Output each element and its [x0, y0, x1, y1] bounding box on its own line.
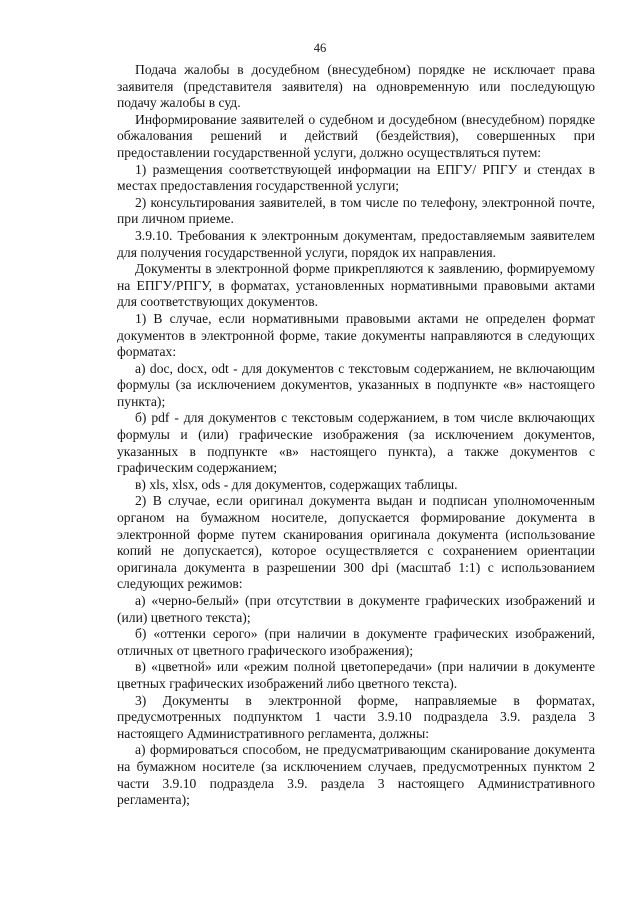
page-number: 46 — [313, 41, 327, 55]
paragraph-section-3-9-10: 3.9.10. Требования к электронным документам, предоставляемым заявителем для получения государственной услуги, порядок их направления. — [117, 227, 595, 260]
document-body — [117, 62, 595, 809]
paragraph-mode-color: в) «цветной» или «режим полной цветопередачи» (при наличии в документе цветных графических изображений либо цветного текста). — [117, 659, 595, 691]
paragraph-mode-grayscale: б) «оттенки серого» (при наличии в документе графических изображений, отличных от цветного графического изображения); — [117, 626, 595, 658]
paragraph-subpoint-b-pdf: б) pdf - для документов с текстовым содержанием, в том числе включающих формулы и (или) графические изображения (за исключением документов, указанных в подпункте «в» настоящего пункта), а также документов с графическим содержанием; — [117, 410, 595, 476]
paragraph-point-3-requirements: 3) Документы в электронной форме, направляемые в форматах, предусмотренных подпунктом 1 части 3.9.10 подраздела 3.9. раздела 3 настоящего Административного регламента, должны: — [117, 692, 595, 741]
paragraph-subpoint-a-doc: а) doc, docx, odt - для документов с текстовым содержанием, не включающим формулы (за исключением документов, указанных в подпункте «в» настоящего пункта); — [117, 360, 595, 409]
paragraph-subpoint-a-forming: а) формироваться способом, не предусматривающим сканирование документа на бумажном носителе (за исключением случаев, предусмотренных пунктом 2 части 3.9.10 подраздела 3.9. раздела 3 настоящего Административного регламента); — [117, 742, 595, 808]
paragraph-item-2-consulting: 2) консультирования заявителей, в том числе по телефону, электронной почте, при личном приеме. — [117, 194, 595, 227]
paragraph-informing-applicants: Информирование заявителей о судебном и досудебном (внесудебном) порядке обжалования решений и действий (бездействия), совершенных при предоставлении государственной услуги, должно осуществляться путем: — [117, 111, 595, 160]
paragraph-subpoint-v-xls: в) xls, xlsx, ods - для документов, содержащих таблицы. — [135, 476, 458, 492]
paragraph-point-2-scanning: 2) В случае, если оригинал документа выдан и подписан уполномоченным органом на бумажном носителе, допускается формирование документа в электронной форме путем сканирования оригинала документа (использование копий не допускается), которое осуществляется с сохранением ориентации оригинала документа в разрешении 300 dpi (масштаб 1:1) с использованием следующих режимов: — [117, 493, 595, 592]
paragraph-appeal-court: Подача жалобы в досудебном (внесудебном) порядке не исключает права заявителя (представителя заявителя) на одновременную или последующую подачу жалобы в суд. — [117, 62, 595, 111]
paragraph-item-1-posting: 1) размещения соответствующей информации на ЕПГУ/ РПГУ и стендах в местах предоставления государственной услуги; — [117, 161, 595, 194]
paragraph-electronic-documents: Документы в электронной форме прикрепляются к заявлению, формируемому на ЕПГУ/РПГУ, в форматах, установленных нормативными правовыми актами для соответствующих документов. — [117, 261, 595, 310]
paragraph-point-1-formats: 1) В случае, если нормативными правовыми актами не определен формат документов в электронной форме, такие документы направляются в следующих форматах: — [117, 310, 595, 360]
paragraph-mode-black-white: а) «черно-белый» (при отсутствии в документе графических изображений и (или) цветного текста); — [117, 593, 595, 625]
